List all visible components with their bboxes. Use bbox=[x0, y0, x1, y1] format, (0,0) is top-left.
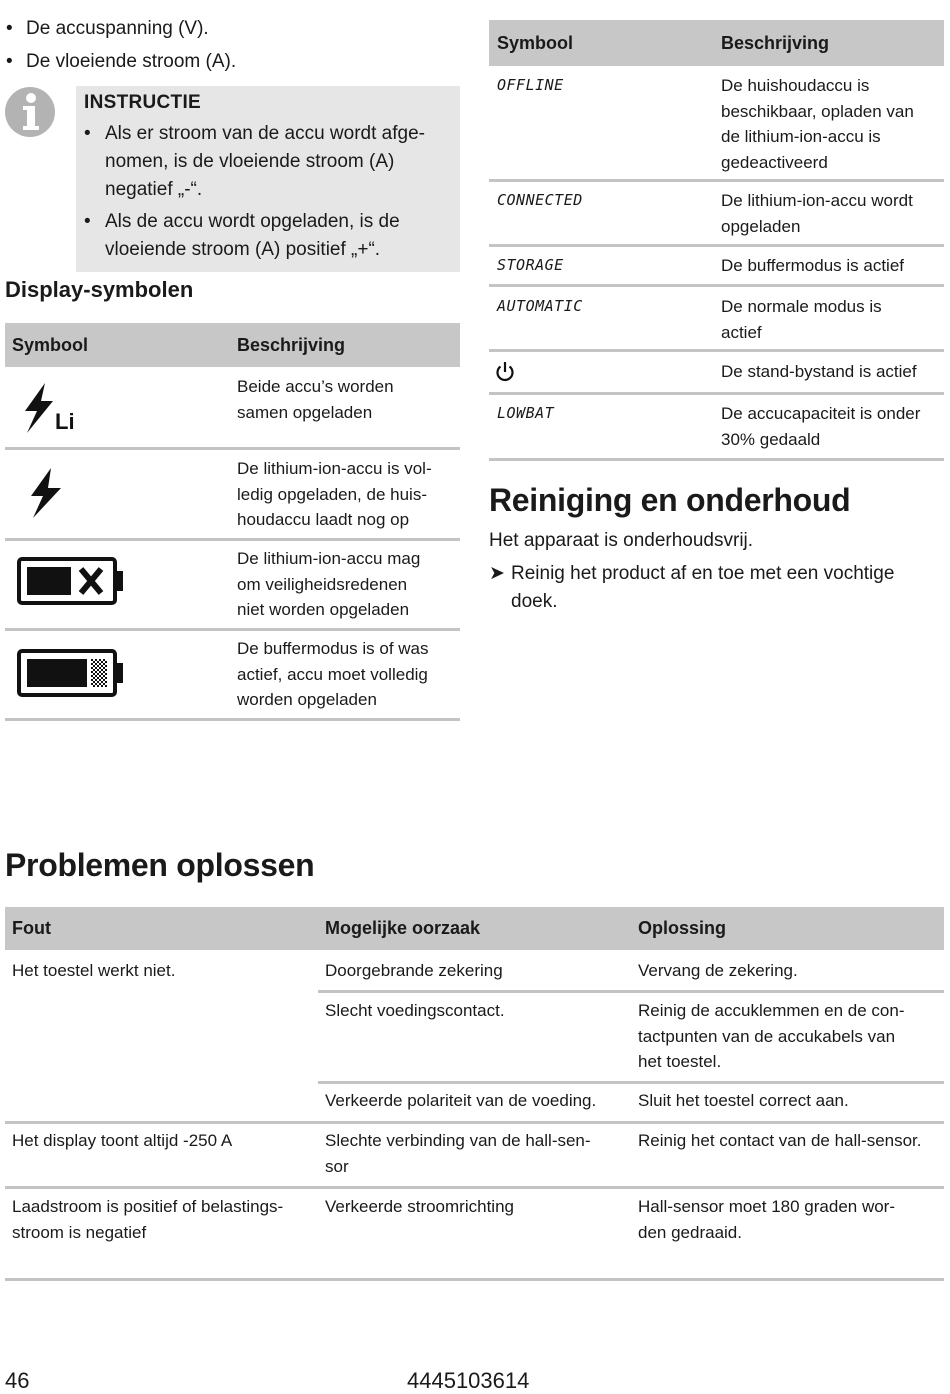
page-number: 46 bbox=[5, 1368, 30, 1393]
mode-row-desc: De normale modus is actief bbox=[721, 297, 882, 342]
maintenance-step: ➤ Reinig het product af en toe met een vochtige doek. bbox=[489, 560, 944, 616]
trouble-cause: Slecht voedingscontact. bbox=[325, 1001, 505, 1020]
trouble-cause: Verkeerde stroomrichting bbox=[325, 1197, 514, 1216]
lcd-symbol-offline: OFFLINE bbox=[497, 76, 564, 94]
mode-table-row bbox=[489, 395, 944, 461]
trouble-solution: Vervang de zekering. bbox=[638, 961, 798, 980]
row-divider bbox=[5, 1186, 944, 1189]
instruction-box bbox=[76, 86, 460, 272]
bolt-li-icon bbox=[19, 381, 83, 442]
mode-table-row bbox=[489, 247, 944, 287]
bullet-item: • De accuspanning (V). bbox=[6, 18, 209, 39]
display-row-desc: De lithium-ion-accu mag om veiligheidsredenen niet worden opgeladen bbox=[237, 549, 421, 619]
row-divider bbox=[318, 990, 944, 993]
trouble-cause: Slechte verbinding van de hall-sen- sor bbox=[325, 1131, 591, 1176]
display-symbols-heading: Display-symbolen bbox=[5, 277, 194, 302]
maintenance-text: Het apparaat is onderhoudsvrij. bbox=[489, 530, 754, 551]
maintenance-heading: Reiniging en onderhoud bbox=[489, 482, 851, 518]
display-table-row bbox=[5, 541, 460, 631]
trouble-solution: Reinig het contact van de hall-sensor. bbox=[638, 1131, 922, 1150]
display-table-row bbox=[5, 367, 460, 450]
row-divider bbox=[318, 1081, 944, 1084]
bullet-item: • De vloeiende stroom (A). bbox=[6, 51, 237, 72]
battery-buffer-icon bbox=[17, 649, 127, 704]
arrow-icon: ➤ bbox=[489, 563, 505, 584]
power-icon bbox=[495, 361, 515, 388]
mode-row-desc: De lithium-ion-accu wordt opgeladen bbox=[721, 191, 913, 236]
trouble-solution: Reinig de accuklemmen en de con- tactpunten van de accukabels van het toestel. bbox=[638, 1001, 905, 1071]
trouble-solution: Hall-sensor moet 180 graden wor- den gedraaid. bbox=[638, 1197, 896, 1242]
mode-table-row bbox=[489, 352, 944, 395]
trouble-table-header: Fout Mogelijke oorzaak Oplossing bbox=[5, 907, 944, 950]
mode-table-header: Symbool Beschrijving bbox=[489, 20, 944, 66]
document-number: 4445103614 bbox=[407, 1368, 530, 1393]
display-table-header: Symbool Beschrijving bbox=[5, 323, 460, 367]
trouble-solution: Sluit het toestel correct aan. bbox=[638, 1091, 849, 1110]
info-icon bbox=[4, 86, 56, 138]
mode-row-desc: De huishoudaccu is beschikbaar, opladen van de lithium-ion-accu is gedeactiveerd bbox=[721, 76, 914, 172]
mode-table-row bbox=[489, 66, 944, 182]
table-bottom-rule bbox=[5, 1278, 944, 1281]
mode-row-desc: De buffermodus is actief bbox=[721, 256, 904, 275]
trouble-fault: Het toestel werkt niet. bbox=[12, 961, 176, 980]
trouble-fault: Laadstroom is positief of belastings- stroom is negatief bbox=[12, 1197, 284, 1242]
trouble-fault: Het display toont altijd -250 A bbox=[12, 1131, 233, 1150]
bolt-icon bbox=[25, 466, 71, 527]
instruction-item: • Als er stroom van de accu wordt afge- nomen, is de vloeiende stroom (A) negatief „-“. bbox=[84, 123, 425, 200]
lcd-symbol-automatic: AUTOMATIC bbox=[497, 297, 583, 315]
mode-row-desc: De stand-bystand is actief bbox=[721, 362, 917, 381]
bullet-list bbox=[6, 14, 456, 77]
trouble-cause: Verkeerde polariteit van de voeding. bbox=[325, 1091, 597, 1110]
display-row-desc: De buffermodus is of was actief, accu moet volledig worden opgeladen bbox=[237, 639, 429, 709]
lcd-symbol-lowbat: LOWBAT bbox=[497, 404, 555, 422]
instruction-item: • Als de accu wordt opgeladen, is de vloeiende stroom (A) positief „+“. bbox=[84, 211, 400, 260]
battery-x-icon bbox=[17, 557, 127, 612]
lcd-symbol-connected: CONNECTED bbox=[497, 191, 583, 209]
display-table-row bbox=[5, 450, 460, 541]
row-divider bbox=[5, 1121, 944, 1124]
display-table-row bbox=[5, 631, 460, 721]
display-row-desc: De lithium-ion-accu is vol- ledig opgeladen, de huis- houdaccu laadt nog op bbox=[237, 459, 432, 529]
lcd-symbol-storage: STORAGE bbox=[497, 256, 564, 274]
trouble-cause: Doorgebrande zekering bbox=[325, 961, 503, 980]
display-row-desc: Beide accu’s worden samen opgeladen bbox=[237, 377, 394, 422]
mode-table-row bbox=[489, 287, 944, 352]
troubleshooting-heading: Problemen oplossen bbox=[5, 847, 315, 883]
instruction-title: INSTRUCTIE bbox=[84, 92, 201, 113]
mode-table-row bbox=[489, 182, 944, 247]
svg-text:Li: Li bbox=[55, 409, 75, 434]
mode-row-desc: De accucapaciteit is onder 30% gedaald bbox=[721, 404, 921, 449]
